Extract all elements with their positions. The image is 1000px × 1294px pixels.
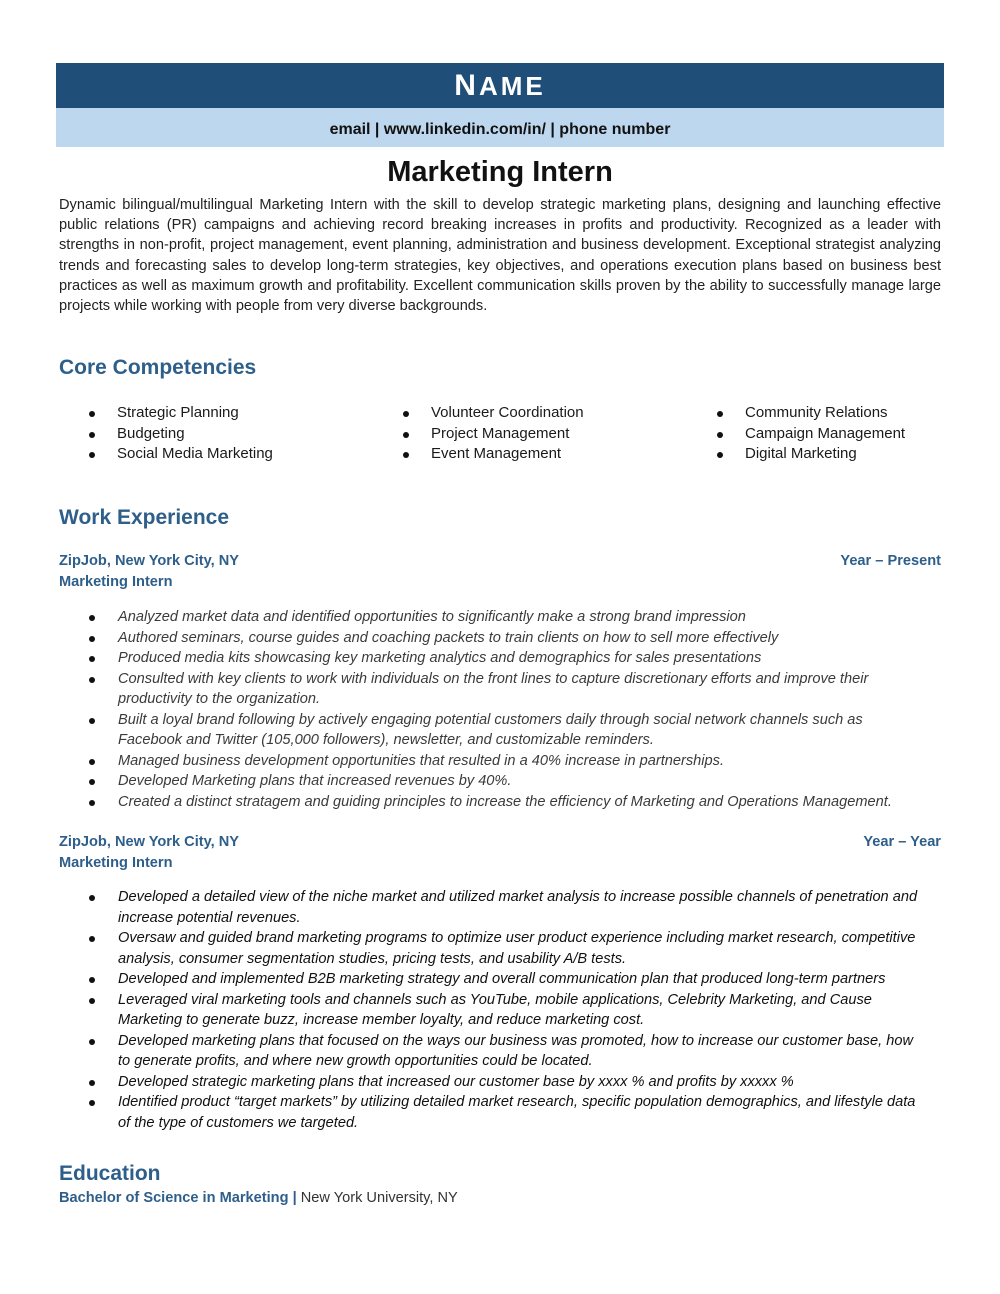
competency-item: Digital Marketing bbox=[687, 444, 977, 465]
job-dates: Year – Present bbox=[840, 553, 941, 569]
competency-item: Volunteer Coordination bbox=[373, 403, 663, 424]
summary-paragraph: Dynamic bilingual/multilingual Marketing Intern with the skill to develop strategic marketing plans, designing and launching effective public relations (PR) campaigns and achieving record breaking increases in profits and productivity. Recognized as a leader with strengths in non-profit, project management, event planning, administration and business development. Exceptional strategist analyzing trends and forecasting sales to develop long-term strategies, key objectives, and operations execution plans based on business best practices as well as maximum growth and profitability. Excellent communication skills proven by the ability to successfully manage large projects while working with people from very diverse backgrounds. bbox=[59, 197, 941, 315]
bullet-item: Developed strategic marketing plans that increased our customer base by xxxx % and profits by xxxxx % bbox=[59, 1072, 919, 1093]
bullet-item: Consulted with key clients to work with individuals on the front lines to capture discretionary efforts and improve their productivity to the organization. bbox=[59, 669, 919, 710]
competency-item: Community Relations bbox=[687, 403, 977, 424]
name-rest: AME bbox=[478, 71, 546, 101]
bullet-item: Oversaw and guided brand marketing programs to optimize user product experience including market research, competitive analysis, consumer segmentation studies, pricing tests, and usability A/B tests. bbox=[59, 928, 919, 969]
job-2-bullets bbox=[59, 887, 919, 1133]
competency-column-3 bbox=[687, 403, 977, 465]
contact-line: email | www.linkedin.com/in/ | phone number bbox=[56, 108, 944, 147]
competency-item: Social Media Marketing bbox=[59, 444, 349, 465]
bullet-item: Developed marketing plans that focused on the ways our business was promoted, how to increase our customer base, how to generate profits, and where new growth opportunities could be located. bbox=[59, 1031, 919, 1072]
competency-column-2 bbox=[373, 403, 663, 465]
job-title: Marketing Intern bbox=[387, 156, 613, 188]
bullet-item: Developed Marketing plans that increased revenues by 40%. bbox=[59, 771, 919, 792]
education-heading: Education bbox=[59, 1162, 161, 1185]
job-dates: Year – Year bbox=[863, 834, 941, 850]
bullet-item: Leveraged viral marketing tools and channels such as YouTube, mobile applications, Celebrity Marketing, and Cause Marketing to generate buzz, increase member loyalty, and reduce marketing cost. bbox=[59, 990, 919, 1031]
competency-item: Campaign Management bbox=[687, 424, 977, 445]
core-competencies-heading: Core Competencies bbox=[59, 356, 257, 379]
job-header-1 bbox=[59, 551, 941, 592]
job-header-2 bbox=[59, 832, 941, 873]
work-experience-heading: Work Experience bbox=[59, 506, 230, 529]
job-role: Marketing Intern bbox=[59, 573, 173, 590]
bullet-item: Developed and implemented B2B marketing strategy and overall communication plan that produced long-term partners bbox=[59, 969, 919, 990]
name-initial: N bbox=[454, 69, 479, 102]
name-banner bbox=[56, 63, 944, 108]
bullet-item: Managed business development opportunities that resulted in a 40% increase in partnerships. bbox=[59, 751, 919, 772]
competency-item: Event Management bbox=[373, 444, 663, 465]
bullet-item: Built a loyal brand following by actively engaging potential customers daily through social network channels such as Facebook and Twitter (105,000 followers), newsletter, and customizable reminders. bbox=[59, 710, 919, 751]
company-location: ZipJob, New York City, NY bbox=[59, 834, 240, 850]
competency-item: Project Management bbox=[373, 424, 663, 445]
school: New York University, NY bbox=[296, 1190, 458, 1206]
education-line bbox=[59, 1188, 458, 1208]
competency-item: Strategic Planning bbox=[59, 403, 349, 424]
bullet-item: Identified product “target markets” by utilizing detailed market research, specific population demographics, and lifestyle data of the type of customers we targeted. bbox=[59, 1092, 919, 1133]
bullet-item: Authored seminars, course guides and coaching packets to train clients on how to sell more effectively bbox=[59, 628, 919, 649]
bullet-item: Developed a detailed view of the niche market and utilized market analysis to increase possible channels of penetration and increase potential revenues. bbox=[59, 887, 919, 928]
job-role: Marketing Intern bbox=[59, 854, 173, 871]
company-location: ZipJob, New York City, NY bbox=[59, 553, 240, 569]
degree: Bachelor of Science in Marketing | bbox=[59, 1190, 297, 1206]
competency-item: Budgeting bbox=[59, 424, 349, 445]
bullet-item: Produced media kits showcasing key marketing analytics and demographics for sales presentations bbox=[59, 648, 919, 669]
bullet-item: Created a distinct stratagem and guiding principles to increase the efficiency of Marketing and Operations Management. bbox=[59, 792, 919, 813]
job-1-bullets bbox=[59, 607, 919, 812]
competency-column-1 bbox=[59, 403, 349, 465]
bullet-item: Analyzed market data and identified opportunities to significantly make a strong brand impression bbox=[59, 607, 919, 628]
